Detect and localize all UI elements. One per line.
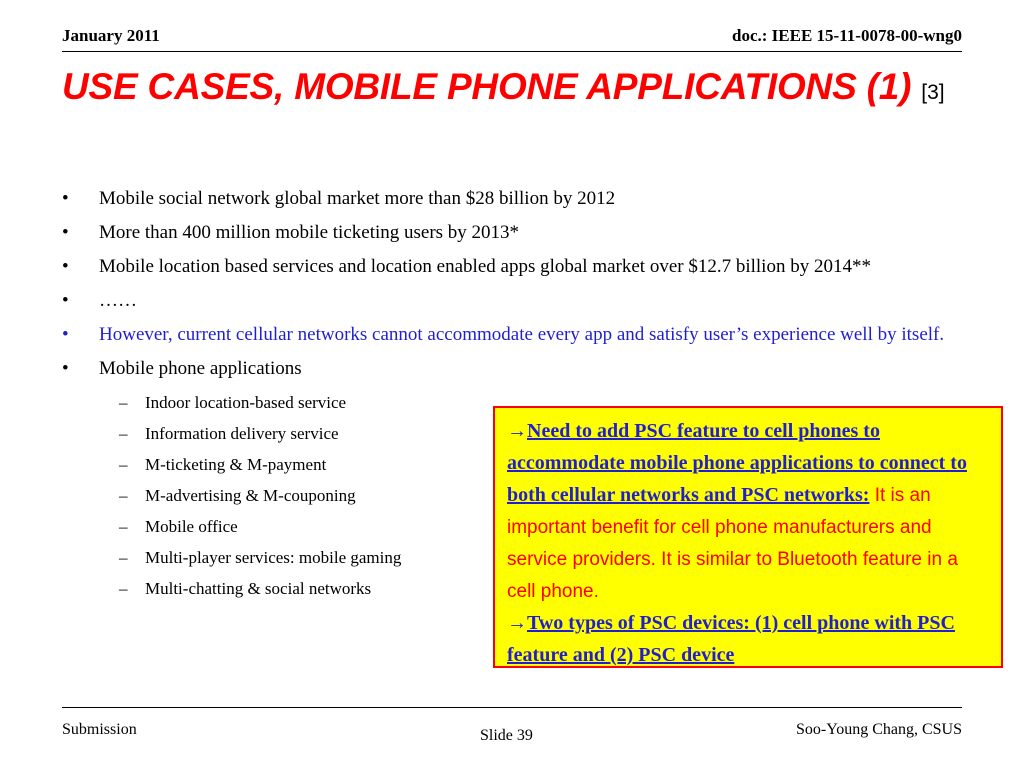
bullet-dot-icon: •: [62, 222, 69, 243]
bullet-item: [62, 287, 952, 315]
dash-icon: –: [119, 393, 128, 412]
slide-title: [62, 66, 945, 108]
bullet-item: [62, 185, 952, 213]
callout-box: [493, 406, 1003, 668]
slide-number: Slide 39: [480, 727, 533, 744]
dash-icon: –: [119, 517, 128, 536]
bullet-text: More than 400 million mobile ticketing users by 2013*: [99, 222, 520, 243]
dash-icon: –: [119, 486, 128, 505]
callout-link-device-types[interactable]: Two types of PSC devices: (1) cell phone with PSC feature and (2) PSC device: [507, 612, 955, 666]
bullet-item: [62, 253, 952, 281]
callout-benefit-text: It is an important benefit for cell phone manufacturers and service providers. It is similar to Bluetooth feature in a cell phone.: [507, 485, 958, 602]
sub-bullet-text: Multi-player services: mobile gaming: [145, 548, 402, 567]
footer-submission: Submission: [62, 721, 137, 738]
footer-author: Soo-Young Chang, CSUS: [796, 721, 962, 738]
bullet-text: Mobile social network global market more than $28 billion by 2012: [99, 188, 616, 209]
callout-link-psc-feature[interactable]: Need to add PSC feature to cell phones to accommodate mobile phone applications to connect to both cellular networks and PSC networks:: [507, 420, 967, 506]
sub-bullet-text: M-ticketing & M-payment: [145, 455, 327, 474]
dash-icon: –: [119, 548, 128, 567]
footer-divider: [62, 707, 962, 708]
dash-icon: –: [119, 579, 128, 598]
bullet-text: However, current cellular networks cannot accommodate every app and satisfy user’s experience well by itself.: [99, 324, 945, 345]
callout-paragraph: [507, 608, 991, 672]
sub-bullet-text: Mobile office: [145, 517, 238, 536]
bullet-dot-icon: •: [62, 256, 69, 277]
slide-title-reference: [3]: [921, 81, 945, 104]
arrow-right-icon: →: [507, 612, 527, 634]
sub-bullet-text: Information delivery service: [145, 424, 339, 443]
header-doc-id: doc.: IEEE 15-11-0078-00-wng0: [732, 26, 962, 45]
header-divider: [62, 51, 962, 52]
arrow-right-icon: →: [507, 420, 527, 442]
slide-title-main: USE CASES, MOBILE PHONE APPLICATIONS (1): [62, 66, 912, 107]
bullet-item-highlight: [62, 321, 952, 349]
bullet-dot-icon: •: [62, 188, 69, 209]
callout-paragraph: [507, 416, 991, 608]
sub-bullet-text: M-advertising & M-couponing: [145, 486, 356, 505]
bullet-text: Mobile location based services and location enabled apps global market over $12.7 billion by 2014**: [99, 256, 871, 277]
bullet-text: ……: [99, 290, 137, 311]
dash-icon: –: [119, 455, 128, 474]
sub-bullet-text: Multi-chatting & social networks: [145, 579, 372, 598]
header-date: January 2011: [62, 26, 160, 45]
sub-bullet-text: Indoor location-based service: [145, 393, 347, 412]
bullet-dot-icon: •: [62, 290, 69, 311]
dash-icon: –: [119, 424, 128, 443]
bullet-dot-icon: •: [62, 358, 69, 379]
bullet-text: Mobile phone applications: [99, 358, 302, 379]
bullet-dot-icon: •: [62, 324, 69, 345]
bullet-item: [62, 219, 952, 247]
